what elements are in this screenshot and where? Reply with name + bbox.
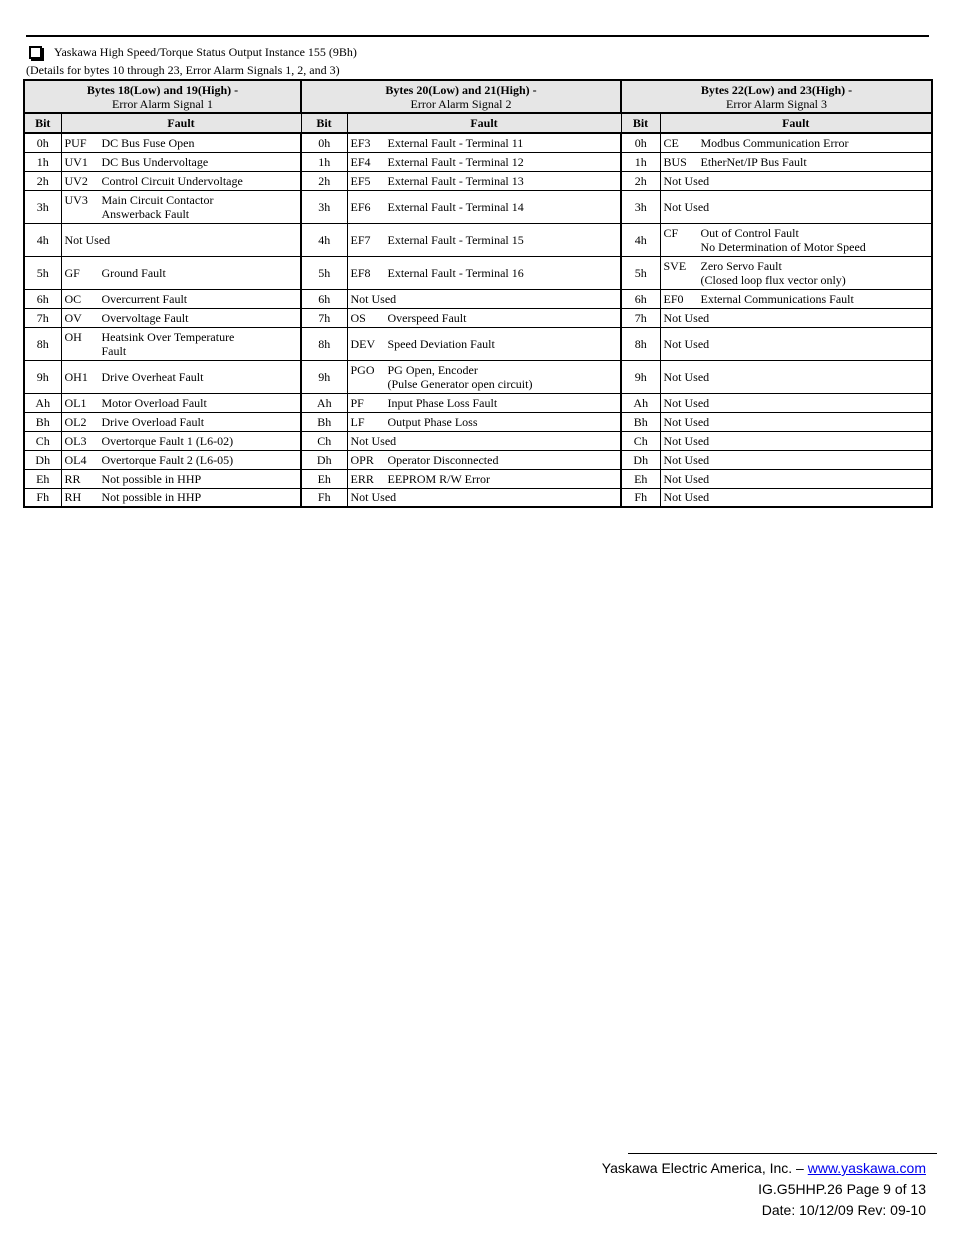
fault-cell: [61, 152, 301, 171]
fault-code: OV: [64, 310, 82, 325]
fault-cell: [347, 171, 621, 190]
fault-code: EF4: [350, 154, 371, 169]
fault-description: [388, 363, 618, 391]
fault-code: RH: [64, 490, 82, 505]
fault-description-line: Not possible in HHP: [101, 471, 202, 486]
fault-cell: [61, 133, 301, 152]
fault-description: Not Used: [663, 199, 710, 214]
fault-code: ERR: [350, 471, 374, 486]
fault-cell: [660, 223, 932, 256]
table-row: [24, 256, 932, 289]
fault-description: [388, 136, 618, 150]
fault-cell: [660, 289, 932, 308]
table-row: [24, 190, 932, 223]
fault-cell: [660, 450, 932, 469]
fault-description: [102, 490, 298, 504]
bit-cell: 9h: [24, 360, 61, 393]
fault-description: [102, 330, 298, 358]
fault-code: EF7: [350, 232, 371, 247]
fault-description: [102, 434, 298, 448]
fault-cell: [61, 190, 301, 223]
fault-cell: [347, 327, 621, 360]
fault-description: [388, 472, 618, 486]
document-date: Date: 10/12/09 Rev: 09-10: [761, 1202, 926, 1218]
fault-cell: [660, 133, 932, 152]
fault-cell: [660, 412, 932, 431]
fault-cell: [660, 152, 932, 171]
column-header-fault: Fault: [61, 113, 301, 133]
fault-description-line: Overtorque Fault 1 (L6-02): [101, 433, 234, 448]
fault-cell: [347, 133, 621, 152]
bit-cell: 4h: [301, 223, 347, 256]
bit-cell: Bh: [621, 412, 660, 431]
fault-description: [388, 155, 618, 169]
fault-description: [102, 370, 298, 384]
fault-code: EF8: [350, 265, 371, 280]
bit-cell: Ah: [621, 393, 660, 412]
fault-cell: [347, 412, 621, 431]
fault-code: RR: [64, 471, 81, 486]
fault-code: EF6: [350, 199, 371, 214]
bit-cell: 2h: [24, 171, 61, 190]
fault-code: PF: [350, 395, 364, 410]
fault-cell: [347, 308, 621, 327]
fault-description: Not Used: [663, 336, 710, 351]
website-link[interactable]: www.yaskawa.com: [807, 1160, 926, 1176]
fault-cell: [347, 393, 621, 412]
fault-cell: [660, 308, 932, 327]
fault-description: Not Used: [663, 414, 710, 429]
fault-description-line: External Fault - Terminal 12: [387, 154, 524, 169]
fault-description: Not Used: [663, 490, 710, 505]
bit-cell: Ch: [301, 431, 347, 450]
fault-description-line: No Determination of Motor Speed: [700, 239, 866, 254]
fault-description-line: Zero Servo Fault: [700, 258, 782, 273]
fault-code: EF3: [350, 135, 371, 150]
fault-description-line: Not possible in HHP: [101, 490, 202, 505]
fault-description: [102, 472, 298, 486]
fault-code: UV1: [64, 154, 88, 169]
fault-description: [102, 311, 298, 325]
fault-description-line: Modbus Communication Error: [700, 135, 849, 150]
fault-description: [102, 193, 298, 221]
fault-description-line: Ground Fault: [101, 265, 166, 280]
fault-table-body: [24, 133, 932, 507]
fault-cell: [61, 393, 301, 412]
fault-description: [701, 292, 929, 306]
fault-description-line: Speed Deviation Fault: [387, 336, 495, 351]
fault-description: [102, 453, 298, 467]
fault-description: [102, 415, 298, 429]
fault-description: [102, 396, 298, 410]
bit-cell: 6h: [621, 289, 660, 308]
checkbox-icon: [29, 46, 42, 59]
table-row: [24, 393, 932, 412]
bit-cell: 2h: [301, 171, 347, 190]
fault-cell: [61, 223, 301, 256]
fault-description: [102, 292, 298, 306]
fault-cell: [61, 412, 301, 431]
bit-cell: Fh: [24, 488, 61, 507]
bit-cell: Eh: [24, 469, 61, 488]
fault-cell: [347, 152, 621, 171]
fault-description-line: Motor Overload Fault: [101, 395, 207, 410]
fault-description: [388, 453, 618, 467]
column-header-fault: Fault: [347, 113, 621, 133]
fault-description-line: (Pulse Generator open circuit): [387, 376, 533, 391]
bit-cell: 9h: [621, 360, 660, 393]
fault-description: [388, 200, 618, 214]
fault-description-line: EEPROM R/W Error: [387, 471, 490, 486]
bit-cell: 7h: [301, 308, 347, 327]
table-row: [24, 171, 932, 190]
fault-code: OH1: [64, 369, 88, 384]
fault-code: BUS: [663, 154, 687, 169]
fault-cell: [347, 256, 621, 289]
bit-cell: 4h: [24, 223, 61, 256]
group-subtitle: Error Alarm Signal 2: [410, 96, 512, 111]
fault-description: Not Used: [663, 452, 710, 467]
fault-description-line: Drive Overload Fault: [101, 414, 205, 429]
top-rule: [26, 35, 929, 37]
fault-description: [102, 174, 298, 188]
column-header-bit: Bit: [24, 113, 61, 133]
fault-description: Not Used: [663, 173, 710, 188]
section-subtitle: (Details for bytes 10 through 23, Error Alarm Signals 1, 2, and 3): [26, 63, 340, 77]
fault-description-line: Fault: [101, 343, 127, 358]
bit-cell: 0h: [301, 133, 347, 152]
table-row: [24, 152, 932, 171]
fault-description: [388, 233, 618, 247]
bit-cell: 5h: [621, 256, 660, 289]
bit-cell: 7h: [24, 308, 61, 327]
bit-cell: 3h: [301, 190, 347, 223]
fault-description-line: DC Bus Fuse Open: [101, 135, 195, 150]
table-row: [24, 360, 932, 393]
fault-code: UV2: [64, 173, 88, 188]
group-title: Bytes 22(Low) and 23(High) -: [700, 82, 853, 97]
fault-code: OL4: [64, 452, 87, 467]
fault-cell: [347, 223, 621, 256]
column-header-bit: Bit: [621, 113, 660, 133]
fault-description: [388, 174, 618, 188]
fault-description: Not Used: [350, 490, 397, 505]
section-title: [29, 43, 357, 61]
fault-code: OL3: [64, 433, 87, 448]
bit-cell: 9h: [301, 360, 347, 393]
fault-code: OS: [350, 310, 366, 325]
fault-description: [388, 337, 618, 351]
group-subtitle: Error Alarm Signal 1: [112, 96, 213, 111]
table-row: [24, 450, 932, 469]
fault-code: UV3: [64, 192, 88, 207]
bit-cell: 2h: [621, 171, 660, 190]
fault-description-line: Heatsink Over Temperature: [101, 329, 235, 344]
table-row: [24, 431, 932, 450]
fault-cell: [660, 488, 932, 507]
fault-cell: [660, 360, 932, 393]
table-row: [24, 488, 932, 507]
bit-cell: 0h: [621, 133, 660, 152]
fault-code: OL1: [64, 395, 87, 410]
table-row: [24, 308, 932, 327]
fault-cell: [61, 171, 301, 190]
fault-cell: [347, 431, 621, 450]
fault-cell: [61, 469, 301, 488]
fault-cell: [660, 327, 932, 360]
fault-cell: [61, 289, 301, 308]
fault-description: [388, 415, 618, 429]
group-header-2: [301, 80, 621, 113]
fault-cell: [660, 256, 932, 289]
fault-cell: [660, 190, 932, 223]
bit-cell: 7h: [621, 308, 660, 327]
fault-description-line: External Fault - Terminal 11: [387, 135, 524, 150]
bit-cell: Fh: [621, 488, 660, 507]
bit-cell: Dh: [24, 450, 61, 469]
bit-cell: 6h: [301, 289, 347, 308]
fault-description: [701, 155, 929, 169]
fault-description-line: (Closed loop flux vector only): [700, 272, 846, 287]
group-header-1: [24, 80, 301, 113]
fault-code: DEV: [350, 336, 376, 351]
fault-description: [102, 155, 298, 169]
table-row: [24, 289, 932, 308]
bit-cell: 5h: [24, 256, 61, 289]
bit-cell: 8h: [621, 327, 660, 360]
bit-cell: Dh: [301, 450, 347, 469]
fault-cell: [347, 488, 621, 507]
bit-cell: 0h: [24, 133, 61, 152]
fault-description-line: Overvoltage Fault: [101, 310, 189, 325]
bit-cell: Dh: [621, 450, 660, 469]
fault-cell: [61, 488, 301, 507]
bit-cell: Eh: [301, 469, 347, 488]
fault-description: Not Used: [663, 369, 710, 384]
bit-cell: 8h: [24, 327, 61, 360]
fault-description-line: Overspeed Fault: [387, 310, 467, 325]
fault-cell: [347, 190, 621, 223]
bit-cell: Ch: [24, 431, 61, 450]
fault-description-line: Control Circuit Undervoltage: [101, 173, 243, 188]
fault-description-line: PG Open, Encoder: [387, 362, 478, 377]
footer-company-line: [602, 1158, 926, 1179]
fault-description: Not Used: [64, 232, 111, 247]
fault-description-line: Operator Disconnected: [387, 452, 499, 467]
column-header-bit: Bit: [301, 113, 347, 133]
fault-description-line: Drive Overheat Fault: [101, 369, 204, 384]
fault-description-line: Input Phase Loss Fault: [387, 395, 498, 410]
fault-description: Not Used: [663, 310, 710, 325]
fault-code: PUF: [64, 135, 87, 150]
fault-description: [701, 136, 929, 150]
fault-description: Not Used: [663, 471, 710, 486]
fault-description: [701, 259, 929, 287]
group-title: Bytes 20(Low) and 21(High) -: [385, 82, 537, 97]
fault-description: [388, 311, 618, 325]
fault-cell: [660, 171, 932, 190]
fault-description-line: Output Phase Loss: [387, 414, 478, 429]
group-subtitle: Error Alarm Signal 3: [726, 96, 827, 111]
bit-cell: 3h: [24, 190, 61, 223]
page-footer: [602, 1158, 926, 1221]
fault-code: LF: [350, 414, 365, 429]
column-header-fault: Fault: [660, 113, 932, 133]
bit-cell: 3h: [621, 190, 660, 223]
fault-code: CF: [663, 225, 679, 240]
footer-rule: [628, 1153, 937, 1154]
fault-description: [102, 136, 298, 150]
bit-cell: Ah: [301, 393, 347, 412]
fault-cell: [61, 450, 301, 469]
fault-code: EF5: [350, 173, 371, 188]
fault-code: PGO: [350, 362, 375, 377]
fault-description-line: Out of Control Fault: [700, 225, 799, 240]
fault-description-line: External Fault - Terminal 16: [387, 265, 524, 280]
table-row: [24, 223, 932, 256]
fault-cell: [61, 431, 301, 450]
fault-description-line: External Fault - Terminal 13: [387, 173, 524, 188]
fault-description: [701, 226, 929, 254]
fault-cell: [61, 256, 301, 289]
fault-cell: [347, 450, 621, 469]
fault-cell: [347, 360, 621, 393]
fault-code: OH: [64, 329, 82, 344]
fault-code: OC: [64, 291, 82, 306]
table-row: [24, 327, 932, 360]
bit-cell: Fh: [301, 488, 347, 507]
fault-table: [23, 79, 933, 508]
fault-code: OL2: [64, 414, 87, 429]
bit-cell: Bh: [24, 412, 61, 431]
table-row: [24, 412, 932, 431]
fault-cell: [61, 327, 301, 360]
fault-description-line: Answerback Fault: [101, 206, 190, 221]
fault-cell: [660, 393, 932, 412]
bit-cell: Ah: [24, 393, 61, 412]
fault-description: Not Used: [350, 291, 397, 306]
fault-description: [388, 396, 618, 410]
bit-cell: 5h: [301, 256, 347, 289]
bit-cell: 8h: [301, 327, 347, 360]
bit-cell: 1h: [24, 152, 61, 171]
fault-code: EF0: [663, 291, 684, 306]
fault-description-line: DC Bus Undervoltage: [101, 154, 209, 169]
fault-code: CE: [663, 135, 679, 150]
bit-cell: Ch: [621, 431, 660, 450]
company-name: Yaskawa Electric America, Inc. –: [601, 1160, 808, 1176]
fault-description-line: External Communications Fault: [700, 291, 854, 306]
bit-cell: Bh: [301, 412, 347, 431]
fault-code: SVE: [663, 258, 687, 273]
bit-cell: Eh: [621, 469, 660, 488]
fault-description-line: Overcurrent Fault: [101, 291, 188, 306]
table-row: [24, 133, 932, 152]
fault-description-line: Overtorque Fault 2 (L6-05): [101, 452, 234, 467]
fault-description-line: External Fault - Terminal 14: [387, 199, 524, 214]
fault-description: Not Used: [663, 395, 710, 410]
group-title: Bytes 18(Low) and 19(High) -: [86, 82, 239, 97]
fault-cell: [61, 308, 301, 327]
bit-cell: 1h: [301, 152, 347, 171]
fault-description: [102, 266, 298, 280]
fault-code: OPR: [350, 452, 374, 467]
fault-description: [388, 266, 618, 280]
bit-cell: 1h: [621, 152, 660, 171]
bit-cell: 4h: [621, 223, 660, 256]
document-id: IG.G5HHP.26 Page 9 of 13: [758, 1181, 926, 1197]
fault-description: Not Used: [663, 433, 710, 448]
fault-cell: [61, 360, 301, 393]
fault-code: GF: [64, 265, 80, 280]
section-title-text: Yaskawa High Speed/Torque Status Output Instance 155 (9Bh): [54, 44, 357, 59]
table-row: [24, 469, 932, 488]
group-header-3: [621, 80, 932, 113]
fault-cell: [347, 289, 621, 308]
fault-cell: [347, 469, 621, 488]
fault-description-line: EtherNet/IP Bus Fault: [700, 154, 807, 169]
fault-description-line: External Fault - Terminal 15: [387, 232, 524, 247]
bit-cell: 6h: [24, 289, 61, 308]
fault-cell: [660, 431, 932, 450]
fault-description-line: Main Circuit Contactor: [101, 192, 214, 207]
fault-cell: [660, 469, 932, 488]
fault-description: Not Used: [350, 433, 397, 448]
